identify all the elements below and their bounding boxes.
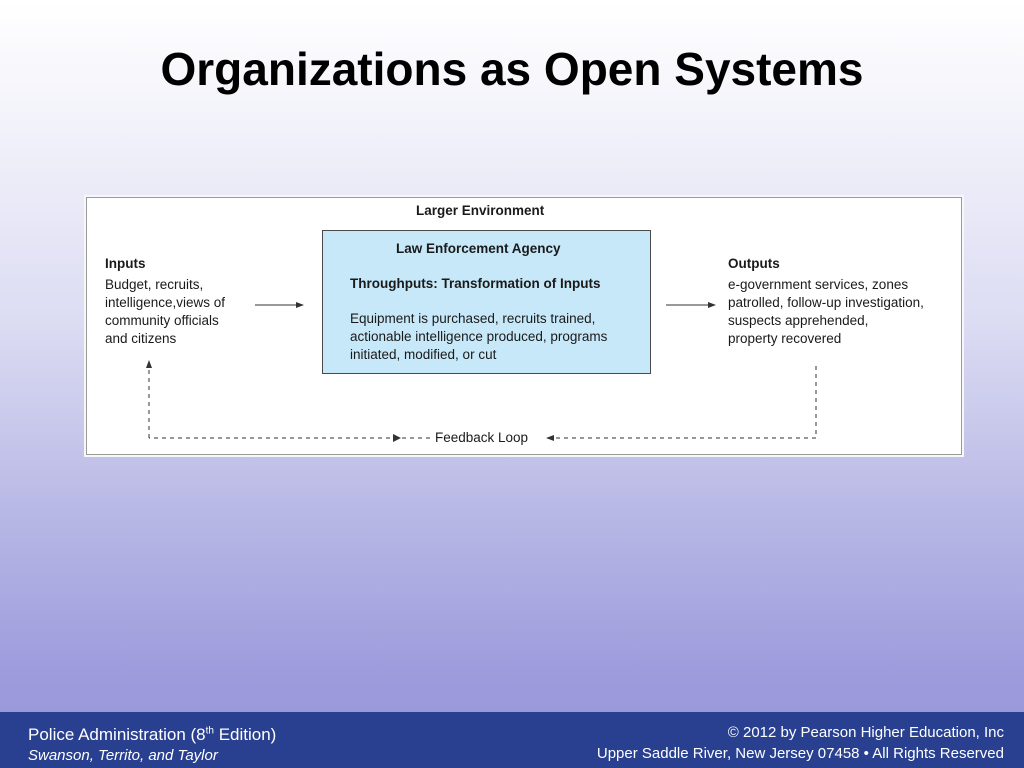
book-authors: Swanson, Territo, and Taylor	[28, 747, 218, 764]
copyright-text: © 2012 by Pearson Higher Education, Inc	[727, 724, 1004, 741]
open-systems-diagram	[86, 197, 962, 455]
outputs-text	[728, 276, 924, 348]
agency-subheading: Throughputs: Transformation of Inputs	[350, 276, 601, 291]
agency-line: Equipment is purchased, recruits trained,	[350, 311, 596, 326]
inputs-text	[105, 276, 225, 348]
agency-box	[322, 230, 651, 374]
inputs-line: Budget, recruits,	[105, 277, 204, 292]
book-title	[28, 725, 276, 745]
outputs-line: patrolled, follow-up investigation,	[728, 295, 924, 310]
outputs-line: e-government services, zones	[728, 277, 909, 292]
book-title-pre: Police Administration (8	[28, 725, 206, 744]
feedback-loop-label: Feedback Loop	[435, 430, 529, 445]
footer-bar	[0, 712, 1024, 768]
outputs-line: suspects apprehended,	[728, 313, 869, 328]
environment-label: Larger Environment	[416, 203, 545, 218]
slide-title: Organizations as Open Systems	[160, 43, 864, 95]
agency-line: initiated, modified, or cut	[350, 347, 497, 362]
agency-line: actionable intelligence produced, programs	[350, 329, 608, 344]
inputs-line: and citizens	[105, 331, 177, 346]
agency-text	[350, 310, 607, 364]
publisher-address: Upper Saddle River, New Jersey 07458 • All Rights Reserved	[596, 745, 1004, 762]
outputs-line: property recovered	[728, 331, 842, 346]
inputs-line: community officials	[105, 313, 219, 328]
agency-heading: Law Enforcement Agency	[396, 241, 561, 256]
book-title-sup: th	[205, 725, 214, 737]
book-title-post: Edition)	[213, 725, 277, 744]
feedback-mid-arrowhead	[393, 434, 401, 442]
inputs-heading: Inputs	[105, 256, 146, 271]
inputs-line: intelligence,views of	[105, 295, 226, 310]
outputs-heading: Outputs	[728, 256, 780, 271]
